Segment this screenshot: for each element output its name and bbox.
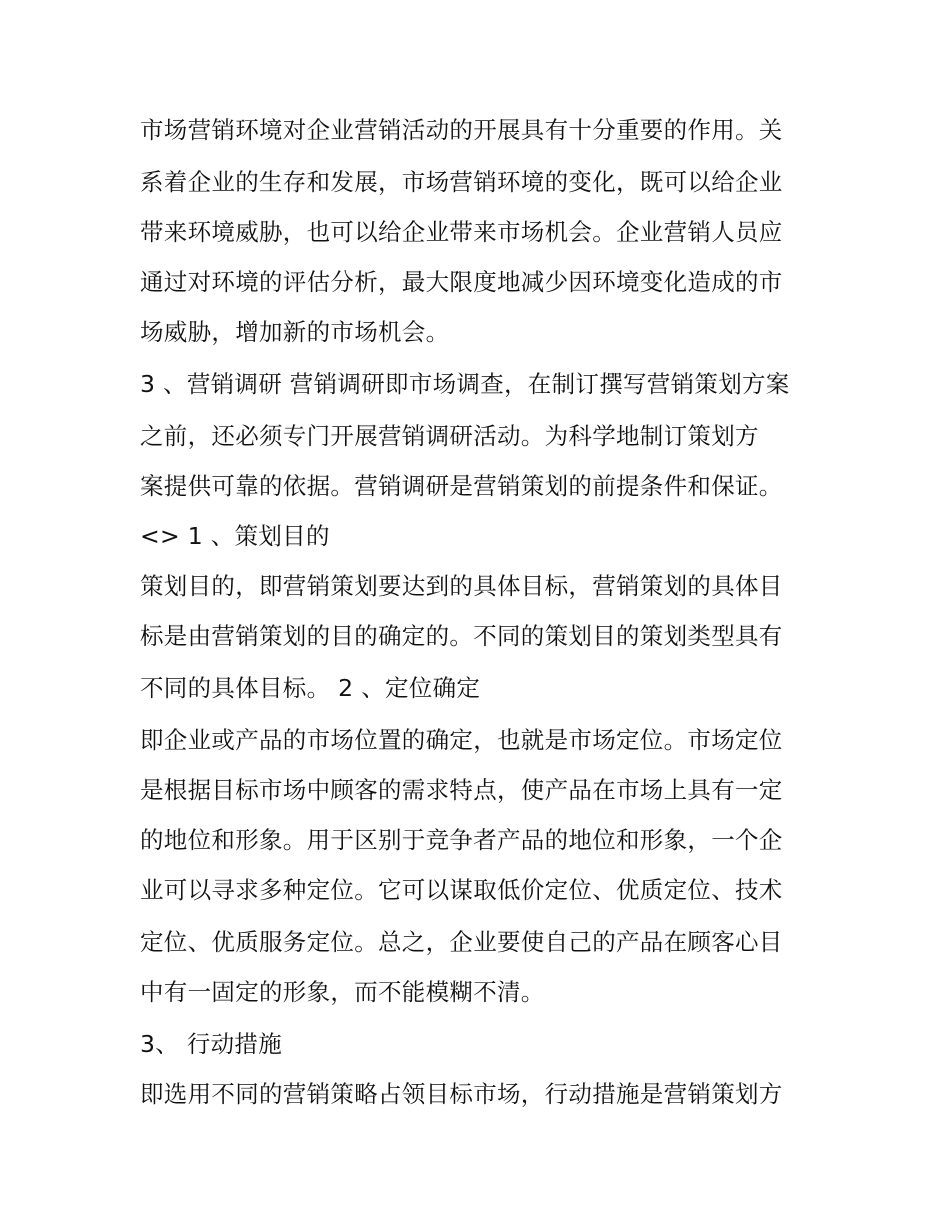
text-line: 即企业或产品的市场位置的确定，也就是市场定位。市场定位 xyxy=(140,726,783,754)
section-heading-line: 3 、营销调研 营销调研即市场调查，在制订撰写营销策划方案 xyxy=(140,370,790,398)
text-line: 是根据目标市场中顾客的需求特点，使产品在市场上具有一定 xyxy=(140,776,783,804)
text-line: 市场营销环境对企业营销活动的开展具有十分重要的作用。关 xyxy=(140,116,783,144)
section-heading: 3、 行动措施 xyxy=(140,1030,283,1058)
section-heading: <> 1 、策划目的 xyxy=(140,522,330,550)
text-line: 标是由营销策划的目的确定的。不同的策划目的策划类型具有 xyxy=(140,622,783,650)
text-line: 业可以寻求多种定位。它可以谋取低价定位、优质定位、技术 xyxy=(140,876,783,904)
text-line: 定位、优质服务定位。总之，企业要使自己的产品在顾客心目 xyxy=(140,928,783,956)
text-line: 中有一固定的形象，而不能模糊不清。 xyxy=(140,978,545,1006)
text-line: 即选用不同的营销策略占领目标市场，行动措施是营销策划方 xyxy=(140,1080,783,1108)
text-line: 策划目的，即营销策划要达到的具体目标，营销策划的具体目 xyxy=(140,572,783,600)
text-line: 系着企业的生存和发展，市场营销环境的变化，既可以给企业 xyxy=(140,168,783,196)
text-line: 不同的具体目标。 2 、定位确定 xyxy=(140,674,481,702)
text-line: 的地位和形象。用于区别于竞争者产品的地位和形象，一个企 xyxy=(140,826,783,854)
text-line: 场威胁，增加新的市场机会。 xyxy=(140,318,450,346)
text-line: 带来环境威胁，也可以给企业带来市场机会。企业营销人员应 xyxy=(140,218,783,246)
text-line: 通过对环境的评估分析，最大限度地减少因环境变化造成的市 xyxy=(140,268,783,296)
text-line: 案提供可靠的依据。营销调研是营销策划的前提条件和保证。 xyxy=(140,472,783,500)
text-line: 之前，还必须专门开展营销调研活动。为科学地制订策划方 xyxy=(140,422,759,450)
